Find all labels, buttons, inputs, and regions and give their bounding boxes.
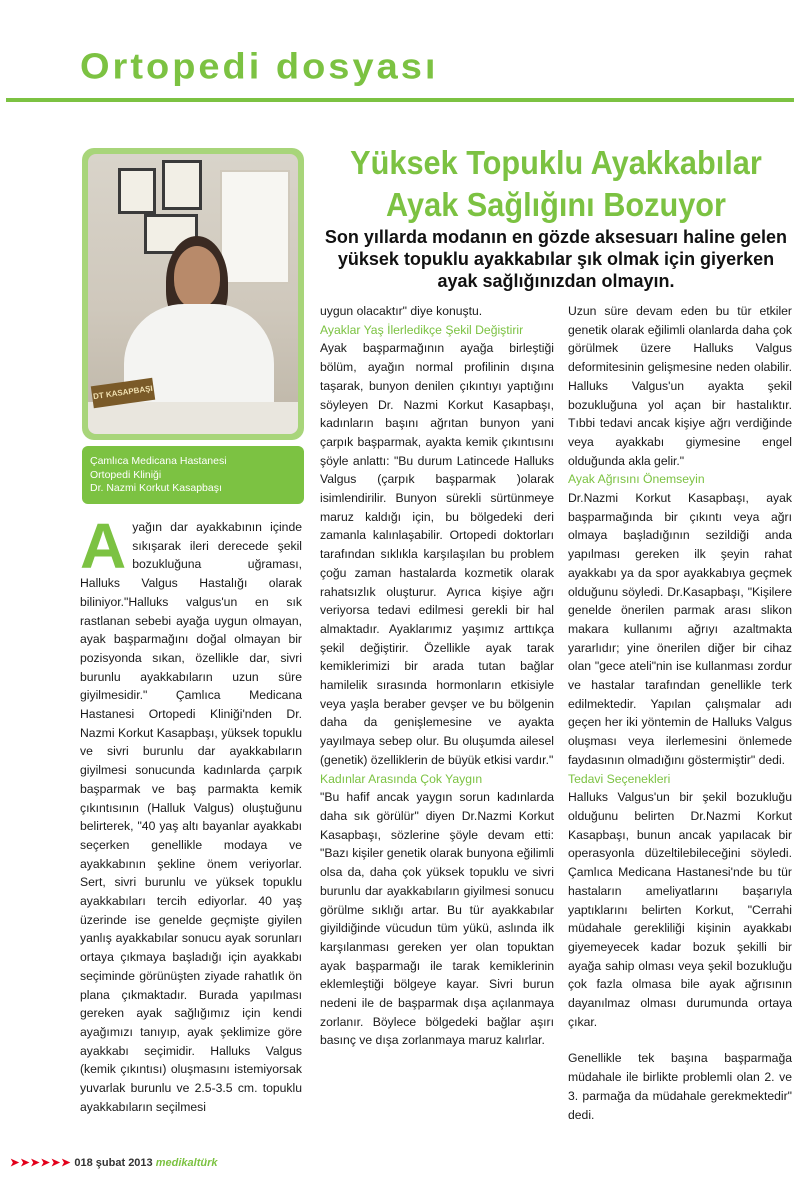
headline-line: Yüksek Topuklu Ayakkabılar: [350, 144, 762, 181]
subheading: Ayaklar Yaş İlerledikçe Şekil Değiştirir: [320, 322, 524, 337]
headline: [329, 142, 783, 226]
caption-line: Çamlıca Medicana Hastanesi: [90, 455, 227, 467]
paragraph: Dr.Nazmi Korkut Kasapbaşı, ayak başparmağında bir çıkıntı veya ağrı olmaya başladığının sezildiği anda yapılması gereken ilk şeyin rahat ayakkabı ya da spor ayakkabıya geçmek olduğunu söyledi. Dr.Kasapbaşı, "Kişilere genelde önerilen parmak arası slikon makara kullanımı ağrıyı azaltmakta yararlıdır; yine önerilen diğer bir cihaz olan "gece ateli"nin ise kullanması zordur ve hastalar tarafından genellikle terk edilmektedir. Yapılan çalışmalar adı geçen her iki yöntemin de Halluks Valgus oluşması veya ilerlemesini önlemede faydasının olmadığını göstermiştir" dedi.: [568, 491, 792, 767]
headline-line: Ayak Sağlığını Bozuyor: [386, 186, 726, 223]
window: [220, 170, 290, 284]
subheading: Tedavi Seçenekleri: [568, 771, 671, 786]
section-title: Ortopedi dosyası: [80, 47, 439, 87]
nameplate: DT KASAPBAŞI: [91, 378, 155, 408]
article-column-1: [80, 510, 302, 1117]
subheading: Ayak Ağrısını Önemseyin: [568, 472, 705, 487]
spacer: [568, 1031, 792, 1049]
caption-line: Dr. Nazmi Korkut Kasapbaşı: [90, 482, 222, 494]
article-column-2: [320, 302, 554, 1050]
subheading: Kadınlar Arasında Çok Yaygın: [320, 771, 483, 786]
page-number: 018: [74, 1157, 93, 1169]
paragraph: yağın dar ayakkabının içinde sıkışarak ileri derecede şekil bozukluğuna uğraması, Halluks Valgus Hastalığı olarak biliniyor."Halluks valgus'un en sık rastlanan sebebi ayağa uygun olmayan, ayak başparmağını doğal olmayan bir pozisyonda sıkan, özellikle dar, sivri burunlu ayakkabıların uzun süre giyilmesidir." Çamlıca Medicana Hastanesi Ortopedi Kliniği'nden Dr. Nazmi Korkut Kasapbaşı, yüksek topuklu ve sivri burunlu dar ayakkabıların giyilmesi sonucunda kadınlarda çarpık başparmak ve baş parmakta kemik çıkıntısının (Halluk Valgus) oluştuğunu belirterek, "40 yaş altı bayanlar ayakkabı seçerken genellikle modaya ve ayakkabının şekline önem veriyorlar. Sert, sivri burunlu ve yüksek topuklu ayakkabıları tercih ediyorlar. 40 yaş üzerinde ise genelde geçmişte giyilen yanlış ayakkabılar sonucu ayak sorunları ortaya çıkmaya başladığı için ayakkabı seçiminde görünüşten ziyade rahatlık ön plana çıkmaktadır. Burada yapılması gereken ayak sağlığımız için kendi ayağımızı tanıyıp, ayak şeklimize göre ayakkabı seçimidir. Halluks Valgus (kemik çıkıntısı) oluşmasını istemiyorsak yuvarlak burunlu ve 2.5-3.5 cm. topuklu ayakkabıların seçilmesi: [80, 520, 302, 1114]
deck: Son yıllarda modanın en gözde aksesuarı haline gelen yüksek topuklu ayakkabılar şık olmak için giyerken ayak sağlığınızdan olmayın.: [324, 227, 788, 291]
doctor-photo: [88, 154, 298, 434]
paragraph: Ayak başparmağının ayağa birleştiği bölüm, ayağın normal profilinin dışına taşarak, bunyon denilen çıkıntıyı yaptığını söyleyen Dr. Nazmi Korkut Kasapbaşı, kadınların başını ağrıtan bunyon yani çarpık başparmak, ayakta kemik çıkıntısını şöyle anlattı: "Bu durum Latincede Halluks Valgus (çarpık başparmak )olarak isimlendirilir. Bunyon sürekli sürtünmeye maruz kaldığı için, bu bölgedeki deri zamanla kalınlaşabilir. Ortopedi doktorları tarafından sıklıkla karşılaşılan bu problem çoğu zaman hastalarda kozmetik olarak rahatsızlık oluşturur. Ayrıca kişiye ağrı veriyorsa tedavi edilmesi gerekli bir hal almaktadır. Ayaklarımız yaşımız arttıkça şekil değiştirir. Özellikle ayak tarak kemiklerimizi bir arada tutan bağlar hamilelik sırasında hormonların etkisiyle veya yaşla beraber gevşer ve bu bölgenin daha da genişlemesine ve ayakta yayılmaya sebep olur. Bu oluşumda ailesel (genetik) özelliklerin de büyük etkisi vardır.": [320, 341, 554, 767]
article-column-3: [568, 302, 792, 1124]
paragraph: uygun olacaktır" diye konuştu.: [320, 304, 483, 318]
issue-date: şubat 2013: [95, 1157, 153, 1169]
magazine-brand: medikaltürk: [155, 1157, 218, 1169]
desk: [88, 402, 298, 434]
photo-frame: [82, 148, 304, 440]
top-rule: [6, 98, 794, 102]
doctor-face: [174, 246, 220, 308]
photo-caption: [82, 446, 304, 504]
drop-cap: A: [80, 510, 127, 582]
caption-line: Ortopedi Kliniği: [90, 468, 162, 481]
page-footer: [10, 1156, 217, 1169]
footer-arrows-icon: ➤➤➤➤➤➤: [10, 1157, 72, 1169]
paragraph: Halluks Valgus'un bir şekil bozukluğu olduğunu belirten Dr.Nazmi Korkut Kasapbaşı, bunun ancak yapılacak bir operasyonla düzeltilebileceğini söyledi. Çamlıca Medicana Hastanesi'nde bu tür hastaların ameliyatlarını başarıyla yaptıklarını belirten Korkut, "Cerrahi müdahale gerekliliği kişinin ayakkabı giyemeyecek kadar bozuk şekilli bir ayağa sahip olması veya şekil bozukluğu çok fazla olmasa bile ayak ağrısının dayanılmaz olması durumunda ortaya çıkar.: [568, 790, 792, 1029]
wall-certificate: [162, 160, 202, 210]
wall-certificate: [118, 168, 156, 214]
paragraph: Genellikle tek başına başparmağa müdahale ile birlikte problemli olan 2. ve 3. parmağa da müdahale gerekmektedir" dedi.: [568, 1051, 792, 1122]
paragraph: Uzun süre devam eden bu tür etkiler genetik olarak eğilimli olanlarda daha çok görülmek üzere Halluks Valgus deformitesinin gelişmesine neden olabilir. Halluks Valgus'un ayakta şekil bozukluğuna yol açan bir hastalıktır. Tıbbi tedavi ancak kişiye ağrı verdiğinde veya ayakkabı giymesine engel olduğunda akla gelir.": [568, 304, 792, 468]
paragraph: "Bu hafif ancak yaygın sorun kadınlarda daha sık görülür" diyen Dr.Nazmi Korkut Kasapbaşı, sözlerine şöyle devam etti: "Bazı kişiler genetik olarak bunyona eğilimli olsa da, daha çok yüksek topuklu ve sivri burunlu dar ayakkabıların giyilmesi sonucu görülme sıklığı artar. Bu tür ayakkabılar giyildiğinde vücudun tüm yükü, aslında ilk karşılanması gereken yer olan topuktan ayak başparmağı ile tarak kemiklerinin eklemleştiği bölgeye kayar. Sivri burun nedeni ile de başparmak dışa açılanmaya zorlanır. Böylece bölgedeki bağlar aşırı basınç ve dışa zorlanmaya maruz kalırlar.: [320, 790, 554, 1048]
